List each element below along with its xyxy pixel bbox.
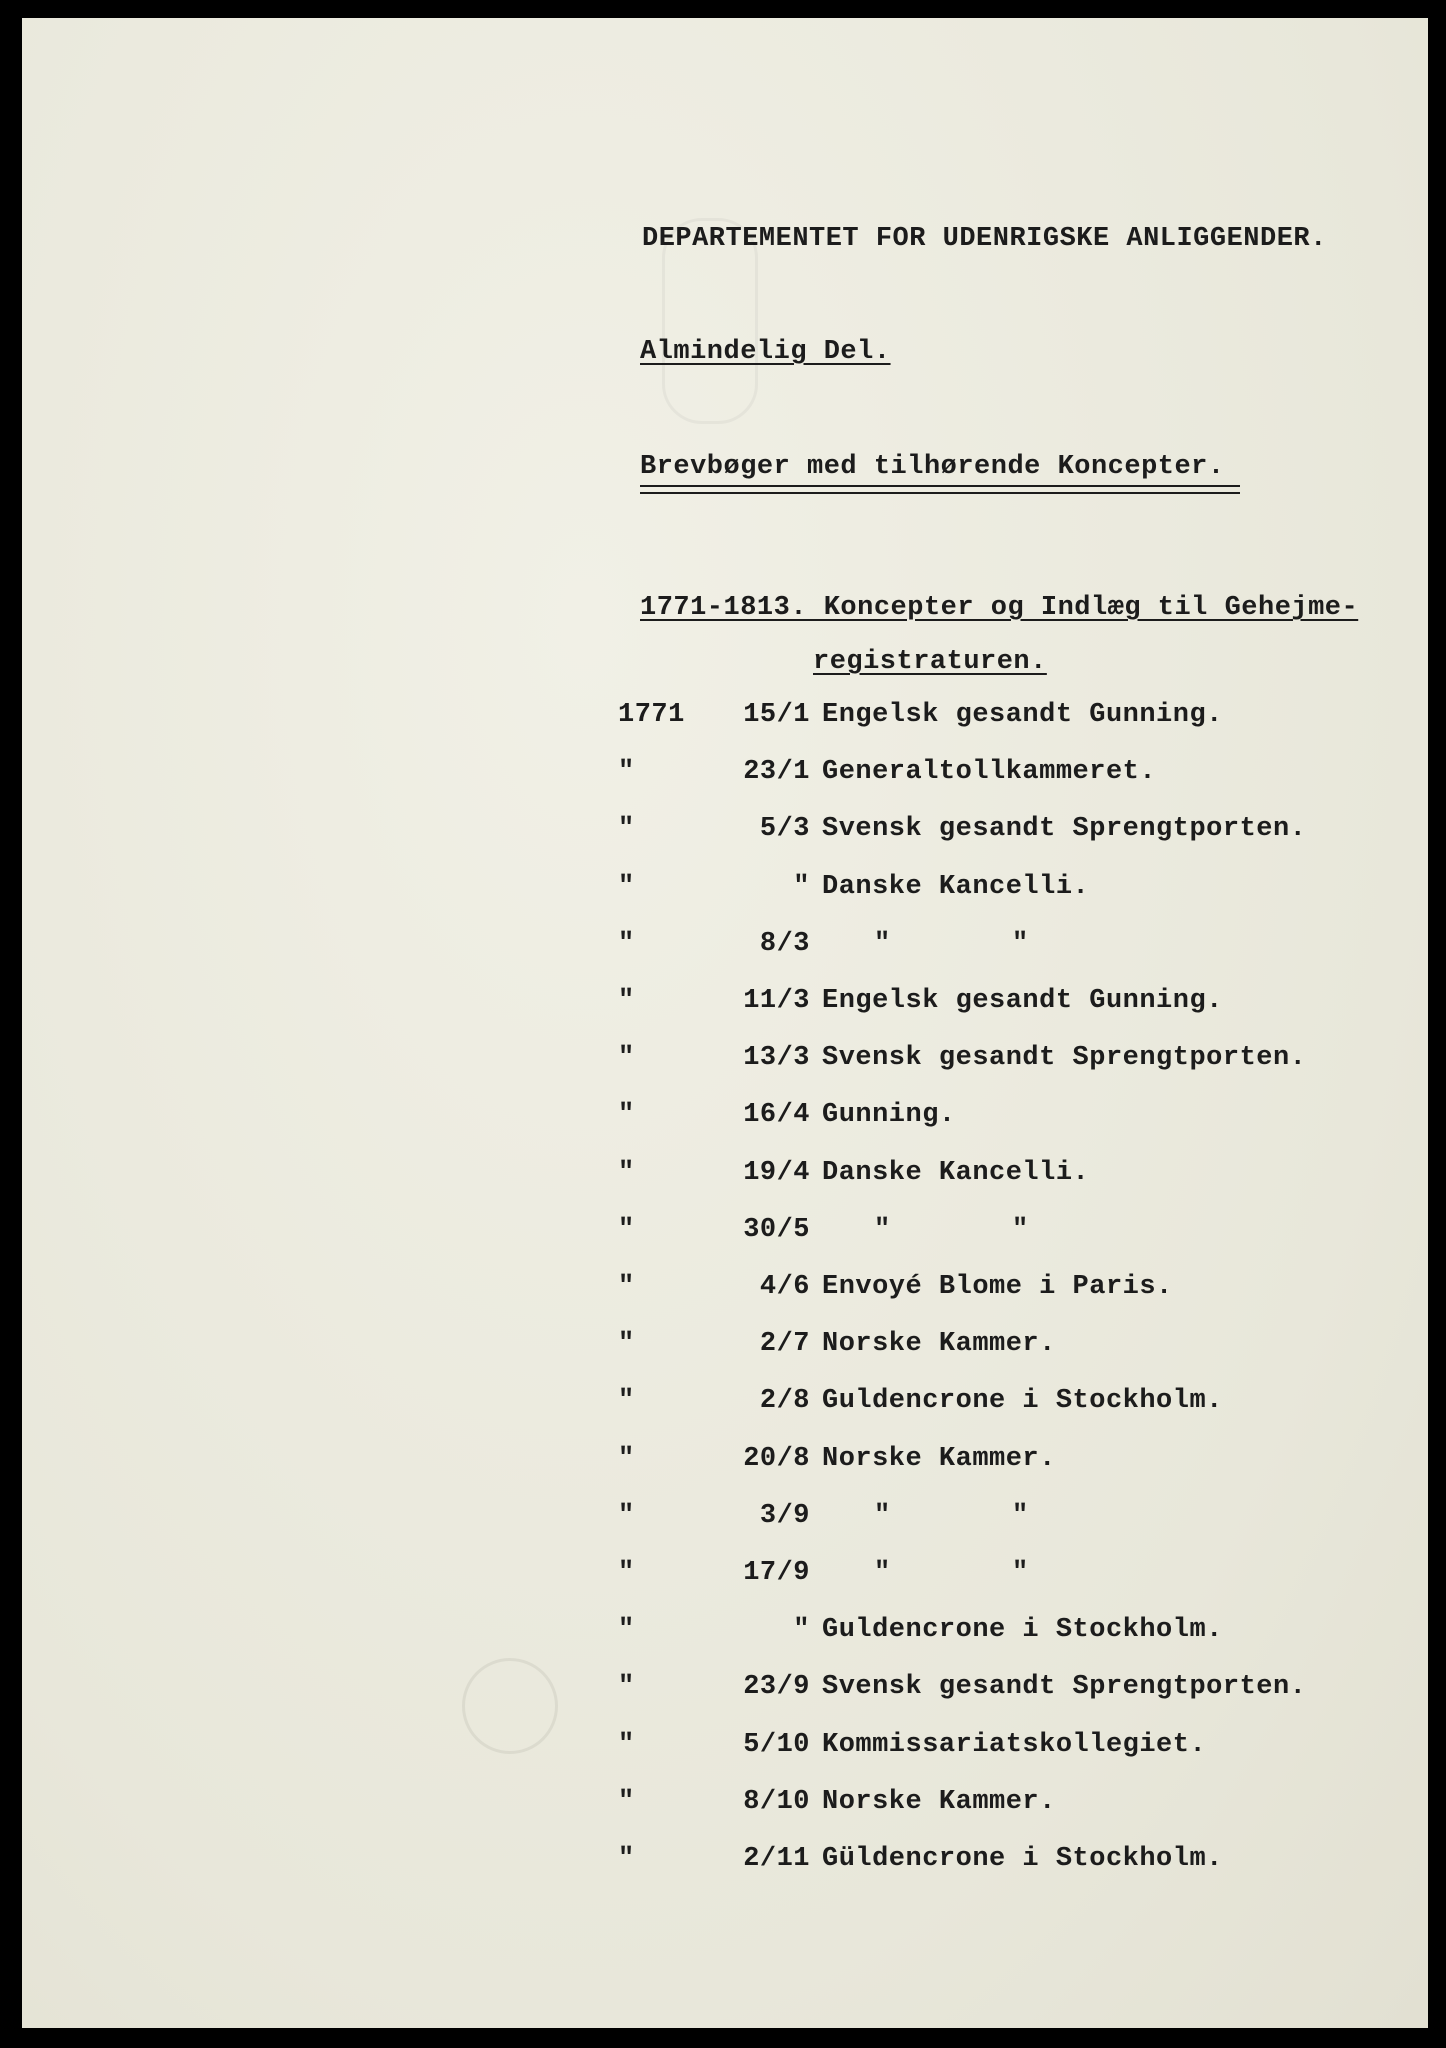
entry-date: 15/1: [743, 700, 810, 730]
entry-year: ": [618, 1386, 635, 1416]
entry-date: 17/9: [743, 1558, 810, 1588]
entry-year: ": [618, 929, 635, 959]
series-heading-line2: registraturen.: [813, 647, 1047, 677]
entry-correspondent: Norske Kammer.: [822, 1787, 1056, 1817]
entry-date: 16/4: [743, 1100, 810, 1130]
subsection-heading: Brevbøger med tilhørende Koncepter.: [640, 452, 1225, 482]
entry-row: [22, 874, 1428, 914]
entry-correspondent: Generaltollkammeret.: [822, 757, 1157, 787]
entry-ditto-mark: ": [1012, 1558, 1029, 1588]
entry-date: 4/6: [759, 1272, 810, 1302]
entry-year: ": [618, 1329, 635, 1359]
entry-row: [22, 759, 1428, 799]
entry-date: 5/10: [743, 1730, 810, 1760]
entry-year: ": [618, 1043, 635, 1073]
entry-year: ": [618, 1672, 635, 1702]
entry-year: ": [618, 1444, 635, 1474]
entry-correspondent: Kommissariatskollegiet.: [822, 1730, 1207, 1760]
entry-date: ": [793, 872, 810, 902]
entry-correspondent: Danske Kancelli.: [822, 1158, 1090, 1188]
entry-ditto-mark: ": [874, 1558, 891, 1588]
entry-ditto-mark: ": [1012, 929, 1029, 959]
entry-row: [22, 1617, 1428, 1657]
entry-correspondent: Guldencrone i Stockholm.: [822, 1615, 1223, 1645]
entry-row: [22, 1446, 1428, 1486]
entry-row: [22, 1732, 1428, 1772]
entry-year: ": [618, 1501, 635, 1531]
entry-correspondent: Engelsk gesandt Gunning.: [822, 986, 1223, 1016]
entry-correspondent: Güldencrone i Stockholm.: [822, 1844, 1223, 1874]
entry-correspondent: Norske Kammer.: [822, 1329, 1056, 1359]
entry-date: 30/5: [743, 1215, 810, 1245]
entry-year: ": [618, 1730, 635, 1760]
entry-year: ": [618, 1158, 635, 1188]
entry-correspondent: Envoyé Blome i Paris.: [822, 1272, 1173, 1302]
department-heading: DEPARTEMENTET FOR UDENRIGSKE ANLIGGENDER.: [642, 224, 1327, 254]
entry-correspondent: Guldencrone i Stockholm.: [822, 1386, 1223, 1416]
entry-date: ": [793, 1615, 810, 1645]
entry-date: 23/9: [743, 1672, 810, 1702]
entry-year: ": [618, 1558, 635, 1588]
entry-correspondent: Norske Kammer.: [822, 1444, 1056, 1474]
entry-date: 19/4: [743, 1158, 810, 1188]
entry-date: 2/11: [743, 1844, 810, 1874]
document-page: [22, 18, 1428, 2028]
entry-row: [22, 1160, 1428, 1200]
section-heading: Almindelig Del.: [640, 337, 891, 367]
entry-row: [22, 1045, 1428, 1085]
entry-date: 3/9: [759, 1501, 810, 1531]
entry-year: ": [618, 1844, 635, 1874]
entry-ditto-mark: ": [1012, 1501, 1029, 1531]
entry-row: [22, 1560, 1428, 1600]
entry-date: 11/3: [743, 986, 810, 1016]
entry-row: [22, 1217, 1428, 1257]
entry-row: [22, 1789, 1428, 1829]
entry-year: ": [618, 986, 635, 1016]
entry-date: 13/3: [743, 1043, 810, 1073]
entry-ditto-mark: ": [1012, 1215, 1029, 1245]
entry-row: [22, 1846, 1428, 1886]
entry-date: 23/1: [743, 757, 810, 787]
entry-year: ": [618, 757, 635, 787]
entry-date: 8/3: [759, 929, 810, 959]
entry-row: [22, 988, 1428, 1028]
entry-row: [22, 1331, 1428, 1371]
entry-row: [22, 1274, 1428, 1314]
entry-correspondent: Svensk gesandt Sprengtporten.: [822, 1043, 1307, 1073]
entry-correspondent: Gunning.: [822, 1100, 956, 1130]
entry-ditto-mark: ": [874, 1501, 891, 1531]
entry-row: [22, 816, 1428, 856]
entry-row: [22, 1388, 1428, 1428]
entry-date: 8/10: [743, 1787, 810, 1817]
entry-year: ": [618, 1215, 635, 1245]
entry-date: 5/3: [759, 814, 810, 844]
entry-year: ": [618, 872, 635, 902]
entry-year: ": [618, 1100, 635, 1130]
entry-ditto-mark: ": [874, 1215, 891, 1245]
entry-year: ": [618, 1787, 635, 1817]
entry-year: ": [618, 1615, 635, 1645]
entry-date: 2/8: [759, 1386, 810, 1416]
series-heading-line1: 1771-1813. Koncepter og Indlæg til Gehejme-: [640, 593, 1359, 623]
entry-year: 1771: [618, 700, 685, 730]
entry-correspondent: Engelsk gesandt Gunning.: [822, 700, 1223, 730]
entry-correspondent: Svensk gesandt Sprengtporten.: [822, 1672, 1307, 1702]
entry-year: ": [618, 814, 635, 844]
double-underline: [640, 485, 1240, 494]
entry-correspondent: Svensk gesandt Sprengtporten.: [822, 814, 1307, 844]
entry-correspondent: Danske Kancelli.: [822, 872, 1090, 902]
entry-row: [22, 1102, 1428, 1142]
entry-year: ": [618, 1272, 635, 1302]
entry-row: [22, 702, 1428, 742]
entry-row: [22, 1503, 1428, 1543]
entry-ditto-mark: ": [874, 929, 891, 959]
entry-date: 20/8: [743, 1444, 810, 1474]
entry-date: 2/7: [759, 1329, 810, 1359]
entry-row: [22, 931, 1428, 971]
entry-row: [22, 1674, 1428, 1714]
